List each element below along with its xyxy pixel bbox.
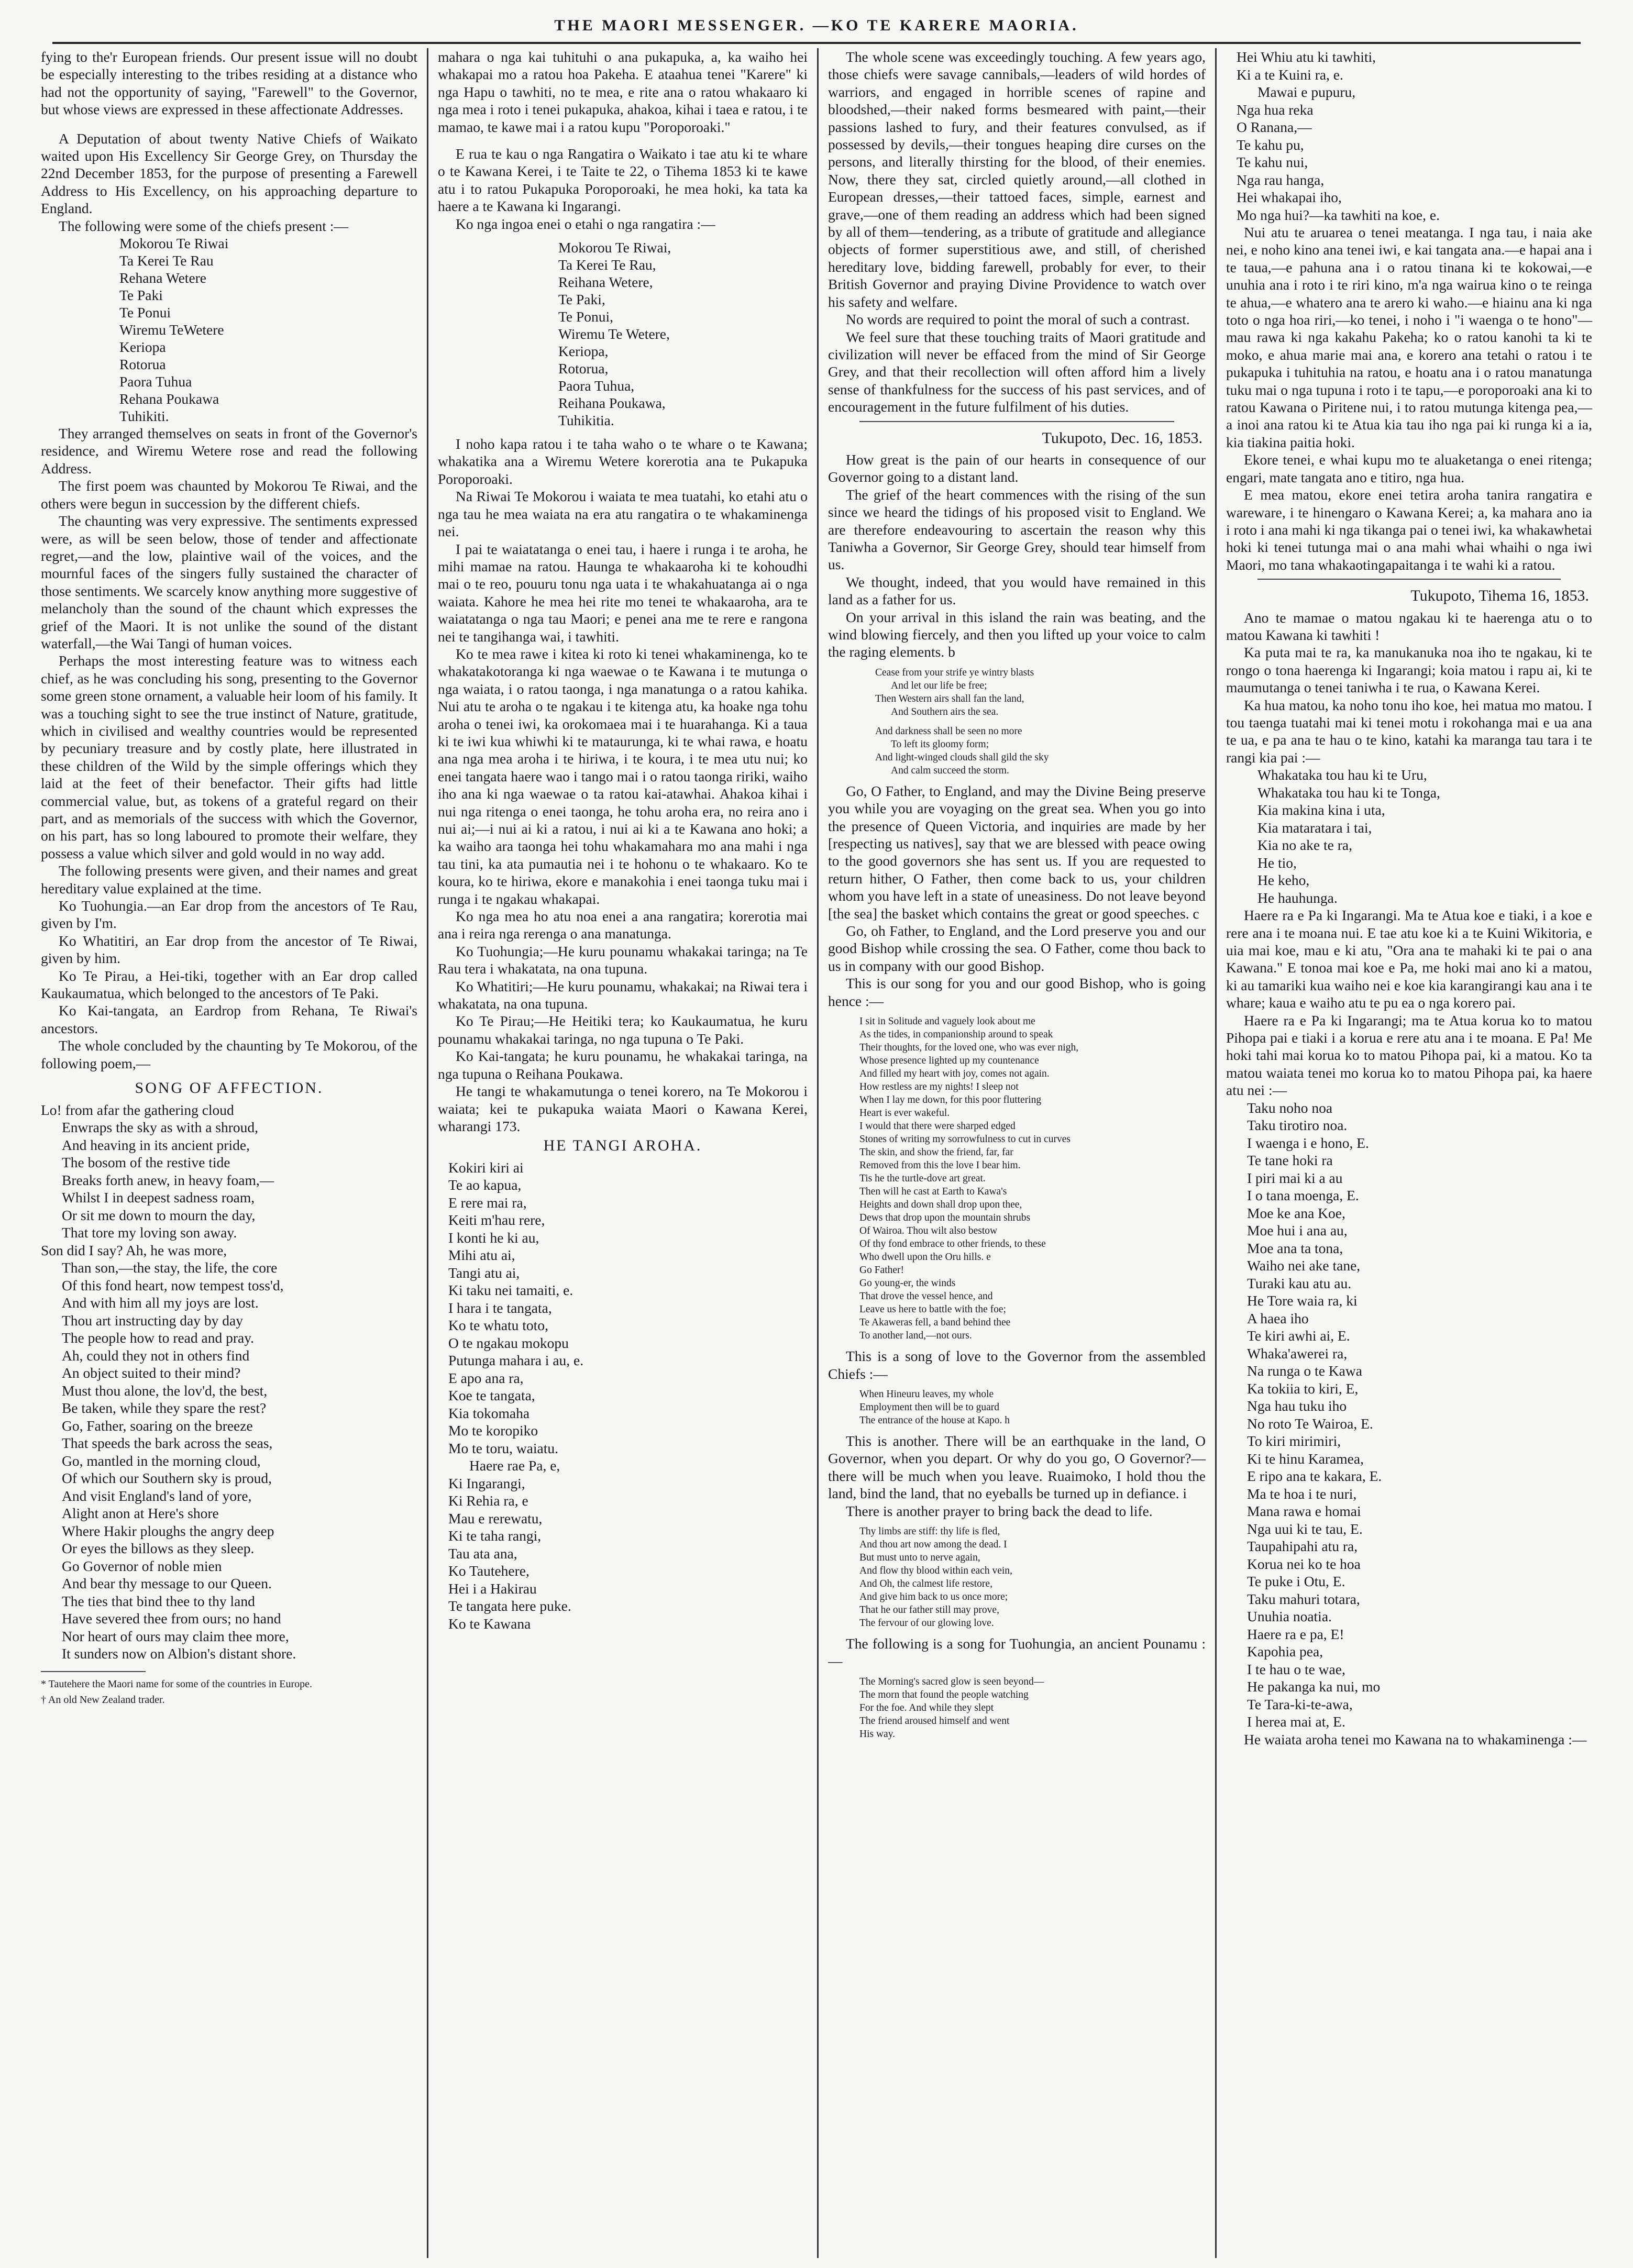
poem-line: Ki te hinu Karamea,	[1247, 1450, 1364, 1467]
verse-line: The entrance of the house at Kapo. h	[859, 1414, 1010, 1426]
paragraph: The following were some of the chiefs present :—	[59, 217, 348, 234]
paragraph: The whole concluded by the chaunting by Te Mokorou, of the following poem,—	[41, 1037, 417, 1071]
list-item: Reihana Wetere,	[558, 274, 653, 291]
section-divider	[1257, 579, 1561, 580]
verse-line: Then Western airs shall fan the land,	[875, 693, 1024, 704]
paragraph: Ko nga mea ho atu noa enei a ana rangatira; korerotia mai ana i reira nga rerenga o ana manatunga.	[438, 908, 808, 942]
poem-line: Whaka'awerei ra,	[1247, 1345, 1348, 1362]
song-title: SONG OF AFFECTION.	[135, 1079, 324, 1097]
poem-line: Enwraps the sky as with a shroud,	[62, 1119, 259, 1135]
verse-block	[859, 1525, 1206, 1630]
paragraph: E mea matou, ekore enei tetira aroha tanira rangatira e wareware, i te hinengaro o Kawana Kerei; a, ka mahara ano ia i roto i ana mahi ki nga tikanga pai o tenei iwi, ka whakawhetai hoki ki tenei tutunga mai o ana mahi whai whaihi o nga iwi Maori, mo tana whakaotingapaitanga i te wahi ki a ratou.	[1226, 486, 1592, 573]
poem-line: Have severed thee from ours; no hand	[62, 1610, 281, 1627]
poem-line: Te Tara-ki-te-awa,	[1247, 1696, 1353, 1712]
verse-line: The Morning's sacred glow is seen beyond—	[859, 1676, 1044, 1687]
chiefs-list	[119, 235, 417, 425]
verse-line: And thou art now among the dead. I	[859, 1539, 1007, 1550]
poem-line: Whakataka tou hau ki te Uru,	[1257, 767, 1427, 783]
paragraph: The whole scene was exceedingly touching. A few years ago, those chiefs were savage cannibals,—leaders of wild hordes of warriors, and engaged in horrible scenes of rapine and bloodshed,—their naked forms besmeared with paint,—their passions lashed to fury, and their features convulsed, as if possessed by devils,—their tongues heaping dire curses on the persons, and literally thirsting for the blood, of their enemies. Now, there they sat, circled quietly around,—all clothed in European dresses,—their tattoed faces, simple, earnest and grave,—one of them reading an address which had been signed by all of them—tendering, as a tribute of gratitude and allegiance objects of former superstitious awe, and still, of cherished hereditary love, bidding farewell, probably for ever, to their British Governor and praying Divine Providence to watch over his safety and welfare.	[828, 49, 1206, 310]
list-item: Ta Kerei Te Rau	[119, 252, 214, 269]
list-item: Paora Tuhua	[119, 373, 192, 390]
verse-line	[875, 718, 1206, 725]
poem-line: Ma te hoa i te nuri,	[1247, 1485, 1357, 1502]
paragraph: Ko Whatitiri, an Ear drop from the ancestor of Te Riwai, given by him.	[41, 932, 417, 967]
poem-line: He tio,	[1257, 854, 1297, 871]
list-item: Paora Tuhua,	[558, 378, 635, 394]
poem-line: Kia tokomaha	[448, 1404, 530, 1421]
poem-line: Ko te Kawana	[448, 1615, 531, 1632]
poem-line: Be taken, while they spare the rest?	[62, 1400, 267, 1416]
poem-line: Ah, could they not in others find	[62, 1347, 250, 1364]
song-title: HE TANGI AROHA.	[543, 1137, 702, 1155]
list-item: Ta Kerei Te Rau,	[558, 257, 656, 273]
poem-line: He keho,	[1257, 872, 1310, 889]
paragraph: Ko Kai-tangata, an Eardrop from Rehana, Te Riwai's ancestors.	[41, 1002, 417, 1036]
paragraph: Ko te mea rawe i kitea ki roto ki tenei whakaminenga, ko te whakatakotoranga ki nga waewae o te Kawana i te mutunga o nga waiata, i o ratou taonga, i nga manatunga o a ratou kahika. Nui atu te aroha o te ngakau i te kitenga atu, ka hoake nga tohu aroha o tenei iwi, ka orokomaea mai i te huarahanga. Ki a taua ki te iwi kua whiwhi ki te mataurunga, ki te whai rawa, e hoatu ana nga mea aroha i te hiriwa, i te koura, i te mea utu nui; ko enei tangata haere wao i tango mai i o ratou taonga ririki, waiho iho ana ki nga waewae o ta ratou kai-atawhai. Ahakoa kihai i nui nga ritenga o enei taonga, he tohu aroha era, no reira ano i nui ai;—i nui ai ki a ratou, i nui ai ki a te Kawana ano hoki; a ka waiho ara taonga hei tohu whakamahara mo ana mahi i nga tau tini, ka ata pumautia nei i te hohonu o te whakaaro. Ko te koura, ko te hiriwa, ekore e manakohia i enei taonga tuku mai i runga i te ngakau whakapai.	[438, 645, 808, 907]
verse-line: And light-winged clouds shall gild the sky	[875, 751, 1049, 763]
verse-line: When Hineuru leaves, my whole	[859, 1388, 994, 1400]
poem-line: I hara i te tangata,	[448, 1299, 552, 1316]
verse-line: Of thy fond embrace to other friends, to these	[859, 1238, 1046, 1250]
poem-line: Nga rau hanga,	[1237, 171, 1325, 188]
paragraph: Haere ra e Pa ki Ingarangi. Ma te Atua koe e tiaki, i a koe e rere ana i te moana nui. E tae atu koe ki a te Kuini Wikitoria, e uia mai koe, mau e ki atu, "Ora ana te mahaki ki te pai o ana Kawana." E tonoa mai koe e Pa, me hoki mai ano ki a matou, ki au tamariki kua waiho nei e koe kia karangirangi kau ana i te whare; kaua e waiho atu te pu ea o nga korero pai.	[1226, 907, 1592, 1011]
verse-line: Whose presence lighted up my countenance	[859, 1055, 1039, 1067]
column-4	[1215, 48, 1602, 2258]
poem-line: Kia mataratara i tai,	[1257, 819, 1372, 836]
verse-line: The friend aroused himself and went	[859, 1715, 1010, 1727]
verse-line: To another land,—not ours.	[859, 1330, 972, 1342]
verse-line: Go young-er, the winds	[859, 1278, 956, 1289]
verse-block	[859, 1015, 1206, 1342]
list-item: Mokorou Te Riwai	[119, 235, 229, 252]
list-item: Te Paki	[119, 287, 163, 304]
list-item: Rehana Wetere	[119, 270, 207, 286]
poem-line: Alight anon at Here's shore	[62, 1505, 219, 1521]
list-item: Mokorou Te Riwai,	[558, 239, 671, 256]
column-3	[817, 48, 1215, 2258]
poem-line: Haere ra e pa, E!	[1247, 1625, 1344, 1642]
poem-line: Kokiri kiri ai	[448, 1159, 524, 1176]
verse-line: Thy limbs are stiff: thy life is fled,	[859, 1525, 1000, 1537]
poem-line: Nga uui ki te tau, E.	[1247, 1520, 1363, 1537]
verse-line: Of Wairoa. Thou wilt also bestow	[859, 1225, 998, 1237]
poem-line: Ka tokiia to kiri, E,	[1247, 1380, 1359, 1397]
verse-line: Dews that drop upon the mountain shrubs	[859, 1212, 1031, 1224]
poem-line: I konti he ki au,	[448, 1229, 539, 1246]
paragraph: How great is the pain of our hearts in consequence of our Governor going to a distant land.	[828, 451, 1206, 485]
poem-line: The people how to read and pray.	[62, 1330, 255, 1346]
paragraph: This is another. There will be an earthquake in the land, O Governor, when you depart. Or why do you go, O Governor?—there will be much when you leave. Ruaimoko, I hold thou the land, bind the land, that no eyeballs be turned up in defiance. i	[828, 1432, 1206, 1502]
paragraph: E rua te kau o nga Rangatira o Waikato i tae atu ki te whare o te Kawana Kerei, i te Taite te 22, o Tihema 1853 ki te kawe atu i to ratou Pukapuka Poroporoaki, he mea hoki, ka tata ka haere a te Kawana ki Ingarangi.	[438, 146, 808, 215]
poem-line: Kia no ake te ra,	[1257, 837, 1352, 854]
poem-line: Ki taku nei tamaiti, e.	[448, 1282, 573, 1299]
poem-line: Taku noho noa	[1247, 1099, 1333, 1116]
verse-line: When I lay me down, for this poor fluttering	[859, 1094, 1042, 1106]
footnote: * Tautehere the Maori name for some of the countries in Europe.	[41, 1678, 313, 1690]
paragraph: This is a song of love to the Governor from the assembled Chiefs :—	[828, 1348, 1206, 1382]
paragraph: fying to the'r European friends. Our present issue will no doubt be especially interesting to the tribes residing at a distance who had not the opportunity of saying, "Farewell" to the Governor, but whose views are expressed in these affectionate Addresses.	[41, 49, 417, 118]
paragraph: We thought, indeed, that you would have remained in this land as a father for us.	[828, 573, 1206, 608]
poem-line: Hei i a Hakirau	[448, 1580, 537, 1597]
verse-line: The skin, and show the friend, far, far	[859, 1147, 1013, 1158]
dateline: Tukupoto, Dec. 16, 1853.	[1042, 429, 1202, 447]
verse-line: Heights and down shall drop upon thee,	[859, 1199, 1022, 1211]
poem-line: Moe ana ta tona,	[1247, 1240, 1343, 1256]
list-item: Wiremu Te Wetere,	[558, 326, 670, 342]
poem-line: Ko te whatu toto,	[448, 1317, 548, 1334]
poem-line: Nga hau tuku iho	[1247, 1398, 1347, 1414]
poem-line: That speeds the bark across the seas,	[62, 1435, 273, 1451]
verse-line: To left its gloomy form;	[891, 738, 989, 750]
paragraph: Haere ra e Pa ki Ingarangi; ma te Atua korua ko to matou Pihopa pai e tiaki i a korua e rere atu ana i te moana. E Pa! Me hoki tahi mai korua ko to matou Pihopa pai, ki a matou. Ko ta matou waiata tenei mo korua ko to matou Pihopa pai, ka haere atu nei :—	[1226, 1012, 1592, 1099]
poem-line: The bosom of the restive tide	[62, 1154, 230, 1170]
poem-line: I piri mai ki a au	[1247, 1169, 1343, 1186]
paragraph: Go, oh Father, to England, and the Lord preserve you and our good Bishop while crossing the sea. O Father, come thou back to us in company with our good Bishop.	[828, 923, 1206, 974]
poem-line: O te ngakau mokopu	[448, 1334, 569, 1351]
list-item: Te Ponui	[119, 304, 171, 321]
poem-line: Tangi atu ai,	[448, 1264, 520, 1281]
poem-line: Taupahipahi atu ra,	[1247, 1538, 1358, 1555]
poem-line: Taku mahuri totara,	[1247, 1590, 1360, 1607]
he-tangi-aroha	[448, 1159, 808, 1633]
poem-line: Must thou alone, the lov'd, the best,	[62, 1382, 268, 1399]
paragraph: Ko nga ingoa enei o etahi o nga rangatira :—	[456, 215, 715, 232]
poem-line: Mawai e pupuru,	[1257, 84, 1356, 100]
footnote-divider	[41, 1671, 146, 1672]
poem-line: That tore my loving son away.	[62, 1224, 237, 1241]
verse-line: The morn that found the people watching	[859, 1689, 1029, 1700]
verse-line: As the tides, in companionship around to speak	[859, 1029, 1053, 1041]
list-item: Keriopa,	[558, 343, 609, 360]
poem-line: It sunders now on Albion's distant shore.	[62, 1645, 296, 1662]
paragraph: The following presents were given, and their names and great hereditary value explained at the time.	[41, 862, 417, 897]
poem-line: I waenga i e hono, E.	[1247, 1134, 1369, 1151]
verse-line: Leave us here to battle with the foe;	[859, 1304, 1006, 1315]
poem-line: Where Hakir ploughs the angry deep	[62, 1522, 274, 1539]
verse-line: That drove the vessel hence, and	[859, 1291, 993, 1302]
poem-line: Te tane hoki ra	[1247, 1152, 1333, 1169]
verse-line: For the foe. And while they slept	[859, 1702, 994, 1713]
paragraph: The grief of the heart commences with the rising of the sun since we heard the tidings of his proposed visit to England. We are therefore endeavouring to ascertain the reason why this Taniwha a Governor, Sir George Grey, should tear himself from us.	[828, 486, 1206, 573]
verse-line: And let our life be free;	[891, 680, 987, 691]
masthead: THE MAORI MESSENGER. —KO TE KARERE MAORIA.	[52, 9, 1581, 44]
poem-line: E ripo ana te kakara, E.	[1247, 1468, 1382, 1485]
poem-line: Te tangata here puke.	[448, 1598, 571, 1614]
verse-line: How restless are my nights! I sleep not	[859, 1081, 1019, 1093]
poem-line: Ki Ingarangi,	[448, 1475, 525, 1491]
poem-line: Tau ata ana,	[448, 1545, 517, 1562]
verse-line: Heart is ever wakeful.	[859, 1108, 950, 1119]
poem-line: Nor heart of ours may claim thee more,	[62, 1628, 289, 1644]
poem-line: Or eyes the billows as they sleep.	[62, 1540, 255, 1556]
paragraph: Ano te mamae o matou ngakau ki te haerenga atu o to matou Kawana ki tawhiti !	[1226, 609, 1592, 643]
paragraph: Ko Whatitiri;—He kuru pounamu, whakakai; na Riwai tera i whakatata, na ona tupuna.	[438, 978, 808, 1012]
verse-line: I would that there were sharped edged	[859, 1121, 1016, 1132]
poem-line: Moe hui i ana au,	[1247, 1222, 1348, 1239]
poem-line: He pakanga ka nui, mo	[1247, 1678, 1381, 1695]
paragraph: I noho kapa ratou i te taha waho o te whare o te Kawana; whakatika ana a Wiremu Wetere korerotia ana te Pukapuka Poroporoaki.	[438, 436, 808, 487]
verse-line: Go Father!	[859, 1265, 904, 1276]
poem-line: Te puke i Otu, E.	[1247, 1573, 1345, 1590]
paragraph: The first poem was chaunted by Mokorou Te Riwai, and the others were begun in succession by the different chiefs.	[41, 478, 417, 512]
verse-line: And Oh, the calmest life restore,	[859, 1578, 992, 1589]
poem-line: Te kiri awhi ai, E.	[1247, 1327, 1350, 1344]
paragraph: A Deputation of about twenty Native Chiefs of Waikato waited upon His Excellency Sir George Grey, on Thursday the 22nd December 1853, for the purpose of presenting a Farewell Address to His Excellency, on his approaching departure to England.	[41, 130, 417, 217]
verse-line: Employment then will be to guard	[859, 1401, 999, 1413]
poem-line: Whilst I in deepest sadness roam,	[62, 1189, 255, 1205]
poem-line: Mo te koropiko	[448, 1422, 538, 1439]
poem-line: Mo te toru, waiatu.	[448, 1440, 559, 1456]
paragraph: Perhaps the most interesting feature was to witness each chief, as he was concluding his song, presenting to the Governor some green stone ornament, a valuable heir loom of his family. It was a touching sight to see the true instinct of Nature, gratitude, which in civilised and wealthy countries would be represented by pecuniary treasure and by costly plate, here illustrated in these children of the Wild by the simple offerings which they laid at the feet of their benefactor. Their gifts had little commercial value, but, as tokens of a grateful regard on their part, and as memorials of the success with which the Governor, on his part, has so long laboured to promote their welfare, they possess a value which silver and gold would in no way add.	[41, 652, 417, 861]
paragraph: The following is a song for Tuohungia, an ancient Pounamu :—	[828, 1635, 1206, 1669]
poem-line: Na runga o te Kawa	[1247, 1363, 1362, 1379]
poem-line: Hei Whiu atu ki tawhiti,	[1237, 49, 1376, 65]
verse-line: Tis he the turtle-dove art great.	[859, 1173, 986, 1185]
verse-line: His way.	[859, 1728, 896, 1740]
list-item: Tuhikiti.	[119, 408, 169, 425]
poem-line: Hei whakapai iho,	[1237, 189, 1342, 205]
paragraph: The chaunting was very expressive. The sentiments expressed were, as will be seen below, those of tender and affectionate regret,—and the low, plaintive wail of the voices, and the mournful faces of the singers fully sustained the character of those sentiments. We scarcely know anything more suggestive of melancholy than the sound of the chaunt which expresses the grief of the Maori. It is not unlike the sound of the distant waterfall,—the Wai Tangi of human voices.	[41, 513, 417, 651]
paragraph: No words are required to point the moral of such a contrast.	[846, 311, 1190, 328]
verse-line: But must unto to nerve again,	[859, 1552, 980, 1563]
poem-line: The ties that bind thee to thy land	[62, 1592, 255, 1609]
list-item: Rotorua	[119, 356, 166, 373]
verse-line: I sit in Solitude and vaguely look about me	[859, 1016, 1035, 1027]
list-item: Rotorua,	[558, 360, 609, 377]
paragraph: He waiata aroha tenei mo Kawana na to whakaminenga :—	[1244, 1731, 1587, 1747]
verse-block	[875, 666, 1206, 777]
poem-line: Go, Father, soaring on the breeze	[62, 1417, 253, 1434]
waiata-poem	[1247, 1099, 1592, 1731]
paragraph: Ko Tuohungia;—He kuru pounamu whakakai taringa; na Te Rau tera i whakatata, na ona tupuna.	[438, 943, 808, 977]
list-item: Rehana Poukawa	[119, 391, 219, 407]
verse-line: And darkness shall be seen no more	[875, 725, 1022, 737]
poem-line: Haere rae Pa, e,	[469, 1457, 560, 1474]
poem-line: He Tore waia ra, ki	[1247, 1292, 1358, 1309]
paragraph: On your arrival in this island the rain was beating, and the wind blowing fiercely, and then you lifted up your voice to calm the raging elements. b	[828, 609, 1206, 660]
poem-line: Waiho nei ake tane,	[1247, 1257, 1361, 1274]
paragraph: Na Riwai Te Mokorou i waiata te mea tuatahi, ko etahi atu o nga tau he mea waiata na era atu rangatira o te whakaminenga nei.	[438, 488, 808, 540]
poem	[1237, 48, 1592, 224]
poem-line: Than son,—the stay, the life, the core	[62, 1259, 278, 1276]
chiefs-list	[558, 239, 808, 429]
poem-line: And heaving in its ancient pride,	[62, 1136, 250, 1153]
verse-line: Their thoughts, for the loved one, who was ever nigh,	[859, 1042, 1079, 1054]
song-of-affection	[41, 1101, 417, 1663]
poem-line: Mihi atu ai,	[448, 1247, 515, 1264]
paragraph: There is another prayer to bring back the dead to life.	[846, 1502, 1153, 1519]
poem-line: And bear thy message to our Queen.	[62, 1575, 272, 1591]
verse-line: Cease from your strife ye wintry blasts	[875, 667, 1034, 678]
paragraph: Ko Kai-tangata; he kuru pounamu, he whakakai taringa, na nga tupuna o Reihana Poukawa.	[438, 1048, 808, 1082]
poem-line: Te kahu pu,	[1237, 136, 1304, 153]
columns	[31, 48, 1602, 2258]
paragraph: Go, O Father, to England, and may the Divine Being preserve you while you are voyaging on the great sea. When you go into the presence of Queen Victoria, and inquiries are made by her [respecting us natives], say that we are blessed with peace owing to the good governors she has sent us. If you are requested to return hither, O Father, then come back to us, your children whom you have left in a state of uneasiness. Do not leave beyond [the sea] the basket which contains the great or good speeches. c	[828, 782, 1206, 922]
poem-line: And visit England's land of yore,	[62, 1487, 252, 1504]
paragraph: Nui atu te aruarea o tenei meatanga. I nga tau, i naia ake nei, e noho kino ana tenei iwi, e kai tangata ana.—e hapai ana i te taua,—e pahuna ana i o ratou tinana ki te kokowai,—e unuhia ana i roto i te riri kino, m'a nga wairua kino o te reinga te ahua,—e whatero ana te arero ki waho.—e hiainu ana ki nga toto o nga hoa riri,—ko tenei, i noho i "i waenga o te hono"—mau rawa ki nga kakahu Pakeha; ko o ratou kanohi ta ki te moko, e ahua marie mai ana, e korero ana tetahi o ratou i te pukapuka i tuhituhia na ratou, e hoatu ana i o ratou manatunga tuku mai o nga tupuna i roto i te tapu,—e poroporoaki ana ki to ratou Kawana o Piritene nui, i to ratou mutunga kitenga pea,—a inoi ana ratou ki te Atua kia tau iho nga pai ki runga ki a ia, kia tiakina paitia hoki.	[1226, 224, 1592, 450]
verse-line: Te Akaweras fell, a band behind thee	[859, 1317, 1011, 1329]
poem-line: To kiri mirimiri,	[1247, 1433, 1341, 1450]
list-item: Te Paki,	[558, 291, 605, 308]
poem-line: I herea mai at, E.	[1247, 1713, 1345, 1730]
poem-line: Breaks forth anew, in heavy foam,—	[62, 1171, 274, 1188]
list-item: Te Ponui,	[558, 308, 614, 325]
poem-line: Thou art instructing day by day	[62, 1312, 243, 1329]
paragraph: We feel sure that these touching traits of Maori gratitude and civilization will never be effaced from the mind of Sir George Grey, and that their recollection will often afford him a lively sense of thankfulness for the success of his past services, and of encouragement in the future fulfilment of his duties.	[828, 328, 1206, 415]
paragraph: Ka puta mai te ra, ka manukanuka noa iho te ngakau, ki te rongo o tona haerenga ki Ingarangi; koia matou i rapu ai, ki te maumutanga o tenei taniwha i te rua, o Kawana Kerei.	[1226, 644, 1592, 696]
verse-line: Who dwell upon the Oru hills. e	[859, 1252, 991, 1263]
verse-block	[859, 1388, 1206, 1427]
verse-line: The fervour of our glowing love.	[859, 1617, 994, 1629]
poem-line: Ki a te Kuini ra, e.	[1237, 66, 1343, 83]
verse-line: Stones of writing my sorrowfulness to cut in curves	[859, 1134, 1071, 1145]
paragraph: I pai te waiatatanga o enei tau, i haere i runga i te aroha, he mihi mamae na ratou. Haunga te whakaaroha ki te kohoudhi mai o te reo, pouuru tonu nga uata i te whakahuatanga ai o nga waiata. Kahore he mea hei rite mo tenei te whakaaroha, ara te waiatatanga o nga tau Maori; e penei ana me te rere e rangona nei te tangihanga wai, i tawhiti.	[438, 540, 808, 645]
list-item: Tuhikitia.	[558, 412, 614, 429]
paragraph: Ko Te Pirau, a Hei-tiki, together with an Ear drop called Kaukaumatua, which belonged to the ancestors of Te Paki.	[41, 967, 417, 1002]
verse-block	[859, 1675, 1206, 1741]
poem-line: Go, mantled in the morning cloud,	[62, 1452, 261, 1469]
poem-line: Mo nga hui?—ka tawhiti na koe, e.	[1237, 206, 1440, 223]
poem-line: Te ao kapua,	[448, 1177, 522, 1193]
poem-line: E apo ana ra,	[448, 1369, 524, 1386]
paragraph: mahara o nga kai tuhituhi o ana pukapuka, a, ka waiho hei whakapai mo a ratou hoa Pakeha. E ataahua tenei "Karere" ki nga Hapu o tawhiti, no te mea, e rite ana o ratou whakaaro ki nga mea i roto i tenei pukapuka, ahakoa, kihai i taea e ratou, i te mamao, te kawe mai i a ratou kupu "Poroporoaki."	[438, 49, 808, 135]
poem-line: Whakataka tou hau ki te Tonga,	[1257, 784, 1440, 801]
poem-line: Keiti m'hau rere,	[448, 1212, 545, 1229]
poem-line: Ko Tautehere,	[448, 1563, 529, 1579]
poem-line: Turaki kau atu au.	[1247, 1275, 1352, 1291]
poem-line: Go Governor of noble mien	[62, 1557, 222, 1574]
poem-line: Ki Rehia ra, e	[448, 1492, 528, 1509]
list-item: Keriopa	[119, 339, 166, 356]
column-1	[31, 48, 427, 2258]
poem-line: Korua nei ko te hoa	[1247, 1555, 1361, 1572]
poem-line: E rere mai ra,	[448, 1194, 527, 1211]
karakia-poem	[1257, 766, 1592, 906]
poem-line: Mana rawa e homai	[1247, 1503, 1361, 1520]
verse-line: Then will he cast at Earth to Kawa's	[859, 1186, 1007, 1198]
poem-line: Lo! from afar the gathering cloud	[41, 1101, 234, 1118]
verse-line: Removed from this the love I bear him.	[859, 1160, 1021, 1171]
verse-line: And flow thy blood within each vein,	[859, 1565, 1012, 1576]
verse-line: And Southern airs the sea.	[891, 706, 999, 717]
poem-line: Koe te tangata,	[448, 1387, 535, 1404]
poem-line: Te kahu nui,	[1237, 154, 1308, 170]
poem-line: He hauhunga.	[1257, 889, 1338, 906]
paragraph: This is our song for you and our good Bishop, who is going hence :—	[828, 975, 1206, 1009]
poem-line: A haea iho	[1247, 1310, 1309, 1326]
poem-line: No roto Te Wairoa, E.	[1247, 1415, 1373, 1432]
poem-line: Or sit me down to mourn the day,	[62, 1207, 256, 1223]
poem-line: An object suited to their mind?	[62, 1365, 241, 1381]
poem-line: Putunga mahara i au, e.	[448, 1352, 584, 1369]
poem-line: Moe ke ana Koe,	[1247, 1204, 1345, 1221]
paragraph: Ko Tuohungia.—an Ear drop from the ancestors of Te Rau, given by I'm.	[41, 898, 417, 932]
footnote: † An old New Zealand trader.	[41, 1694, 165, 1706]
verse-line: And calm succeed the storm.	[891, 765, 1009, 776]
poem-line: Mau e rerewatu,	[448, 1510, 543, 1526]
poem-line: O Ranana,—	[1237, 119, 1312, 135]
poem-line: Of which our Southern sky is proud,	[62, 1470, 272, 1486]
poem-line: Kia makina kina i uta,	[1257, 802, 1385, 818]
poem-line: Of this fond heart, now tempest toss'd,	[62, 1277, 284, 1293]
poem-line: Nga hua reka	[1237, 101, 1314, 118]
poem-line: Unuhia noatia.	[1247, 1608, 1332, 1625]
verse-line: That he our father still may prove,	[859, 1604, 999, 1616]
poem-line: I o tana moenga, E.	[1247, 1187, 1359, 1204]
paragraph: Ka hua matou, ka noho tonu iho koe, hei matua mo matou. I tou taenga tuatahi mai ki tenei motu i rokohanga mai e ua ana te ua, e pa ana te hau o te kino, katahi ka maranga tau tara i te rangi kia pai :—	[1226, 696, 1592, 766]
poem-line: And with him all my joys are lost.	[62, 1295, 259, 1311]
paragraph: They arranged themselves on seats in front of the Governor's residence, and Wiremu Wetere rose and read the following Address.	[41, 425, 417, 477]
verse-line: And filled my heart with joy, comes not again.	[859, 1068, 1050, 1080]
paragraph: Ko Te Pirau;—He Heitiki tera; ko Kaukaumatua, he kuru pounamu whakakai taringa, no nga tupuna o Te Paki.	[438, 1013, 808, 1047]
dateline: Tukupoto, Tihema 16, 1853.	[1410, 587, 1589, 605]
poem-line: I te hau o te wae,	[1247, 1661, 1345, 1677]
paragraph: He tangi te whakamutunga o tenei korero, na Te Mokorou i waiata; kei te pukapuka waiata Maori o Kawana Kerei, wharangi 173.	[438, 1083, 808, 1134]
paragraph: Ekore tenei, e whai kupu mo te aluaketanga o enei ritenga; engari, mate tangata ano e titiro, nga hua.	[1226, 451, 1592, 485]
verse-line: And give him back to us once more;	[859, 1591, 1008, 1602]
list-item: Wiremu TeWetere	[119, 322, 224, 338]
poem-line: Son did I say? Ah, he was more,	[41, 1242, 227, 1258]
column-2	[427, 48, 817, 2258]
poem-line: Ki te taha rangi,	[448, 1528, 542, 1544]
list-item: Reihana Poukawa,	[558, 395, 666, 412]
poem-line: Kapohia pea,	[1247, 1643, 1323, 1660]
poem-line: Taku tirotiro noa.	[1247, 1117, 1348, 1134]
section-divider	[859, 421, 1174, 422]
